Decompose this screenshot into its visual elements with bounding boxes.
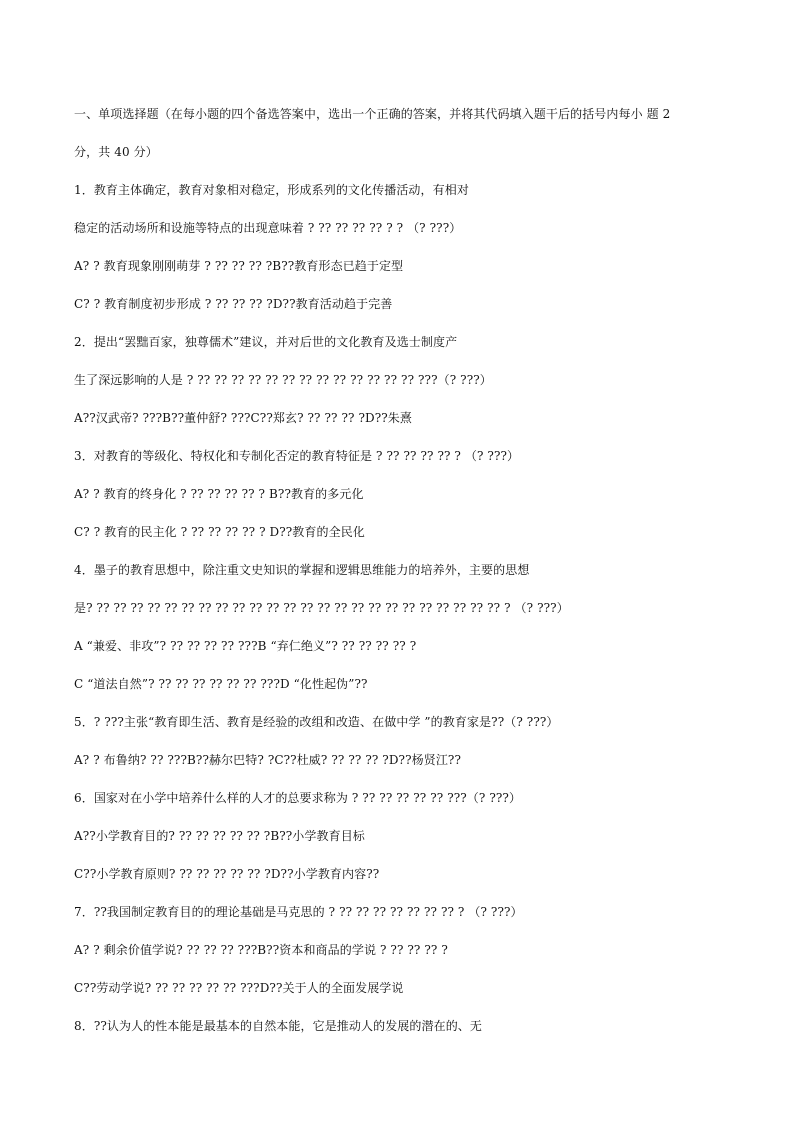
question-7-options-ab: A? ? 剩余价值学说? ?? ?? ?? ???B??资本和商品的学说 ? ?? ?? ?? ? (74, 943, 448, 957)
question-3-text: 3．对教育的等级化、特权化和专制化否定的教育特征是 ? ?? ?? ?? ?? ? （? ???） (74, 449, 520, 463)
section-heading-continued: 分，共 40 分） (74, 145, 158, 159)
question-3-options-cd: C? ? 教育的民主化 ? ?? ?? ?? ?? ? D??教育的全民化 (74, 525, 365, 539)
question-2-text-continued: 生了深远影响的人是 ? ?? ?? ?? ?? ?? ?? ?? ?? ?? ?? ?? ?? ?? ???（? ???） (74, 373, 492, 387)
question-8-text: 8．??认为人的性本能是最基本的自然本能，它是推动人的发展的潜在的、无 (74, 1019, 483, 1033)
question-7-options-cd: C??劳动学说? ?? ?? ?? ?? ?? ???D??关于人的全面发展学说 (74, 981, 404, 995)
question-6-options-cd: C??小学教育原则? ?? ?? ?? ?? ?? ?D??小学教育内容?? (74, 867, 380, 881)
question-7-text: 7．??我国制定教育目的的理论基础是马克思的 ? ?? ?? ?? ?? ?? ?? ?? ? （? ???） (74, 905, 523, 919)
question-4-text-continued: 是? ?? ?? ?? ?? ?? ?? ?? ?? ?? ?? ?? ?? ?? ?? ?? ?? ?? ?? ?? ?? ?? ?? ?? ?? ? （? ???） (74, 601, 569, 615)
question-1-text-continued: 稳定的活动场所和设施等特点的出现意味着 ? ?? ?? ?? ?? ? ? （? ???） (74, 221, 462, 235)
question-5-text: 5．? ???主张“教育即生活、教育是经验的改组和改造、在做中学 ”的教育家是??（? ???） (74, 715, 559, 729)
question-6-options-ab: A??小学教育目的? ?? ?? ?? ?? ?? ?B??小学教育目标 (74, 829, 365, 843)
section-heading: 一、单项选择题（在每小题的四个备选答案中，选出一个正确的答案，并将其代码填入题干后的括号内每小 题 2 (74, 107, 671, 121)
question-1-options-ab: A? ? 教育现象刚刚萌芽 ? ?? ?? ?? ?B??教育形态已趋于定型 (74, 259, 404, 273)
question-6-text: 6．国家对在小学中培养什么样的人才的总要求称为 ? ?? ?? ?? ?? ?? ???（? ???） (74, 791, 522, 805)
question-1-text: 1．教育主体确定，教育对象相对稳定，形成系列的文化传播活动，有相对 (74, 183, 469, 197)
question-4-options-cd: C “道法自然”? ?? ?? ?? ?? ?? ?? ???D “化性起伪”?? (74, 677, 368, 691)
question-3-options-ab: A? ? 教育的终身化 ? ?? ?? ?? ?? ? B??教育的多元化 (74, 487, 364, 501)
question-4-options-ab: A “兼爱、非攻”? ?? ?? ?? ?? ???B “弃仁绝义”? ?? ?? ?? ?? ? (74, 639, 417, 653)
question-5-options: A? ? 布鲁纳? ?? ???B??赫尔巴特? ?C??杜威? ?? ?? ?? ?D??杨贤江?? (74, 753, 461, 767)
question-1-options-cd: C? ? 教育制度初步形成 ? ?? ?? ?? ?D??教育活动趋于完善 (74, 297, 393, 311)
question-2-options: A??汉武帝? ???B??董仲舒? ???C??郑玄? ?? ?? ?? ?D??朱熹 (74, 411, 412, 425)
question-2-text: 2．提出“罢黜百家，独尊儒术”建议，并对后世的文化教育及选士制度产 (74, 335, 458, 349)
question-4-text: 4．墨子的教育思想中，除注重文史知识的掌握和逻辑思维能力的培养外，主要的思想 (74, 563, 530, 577)
